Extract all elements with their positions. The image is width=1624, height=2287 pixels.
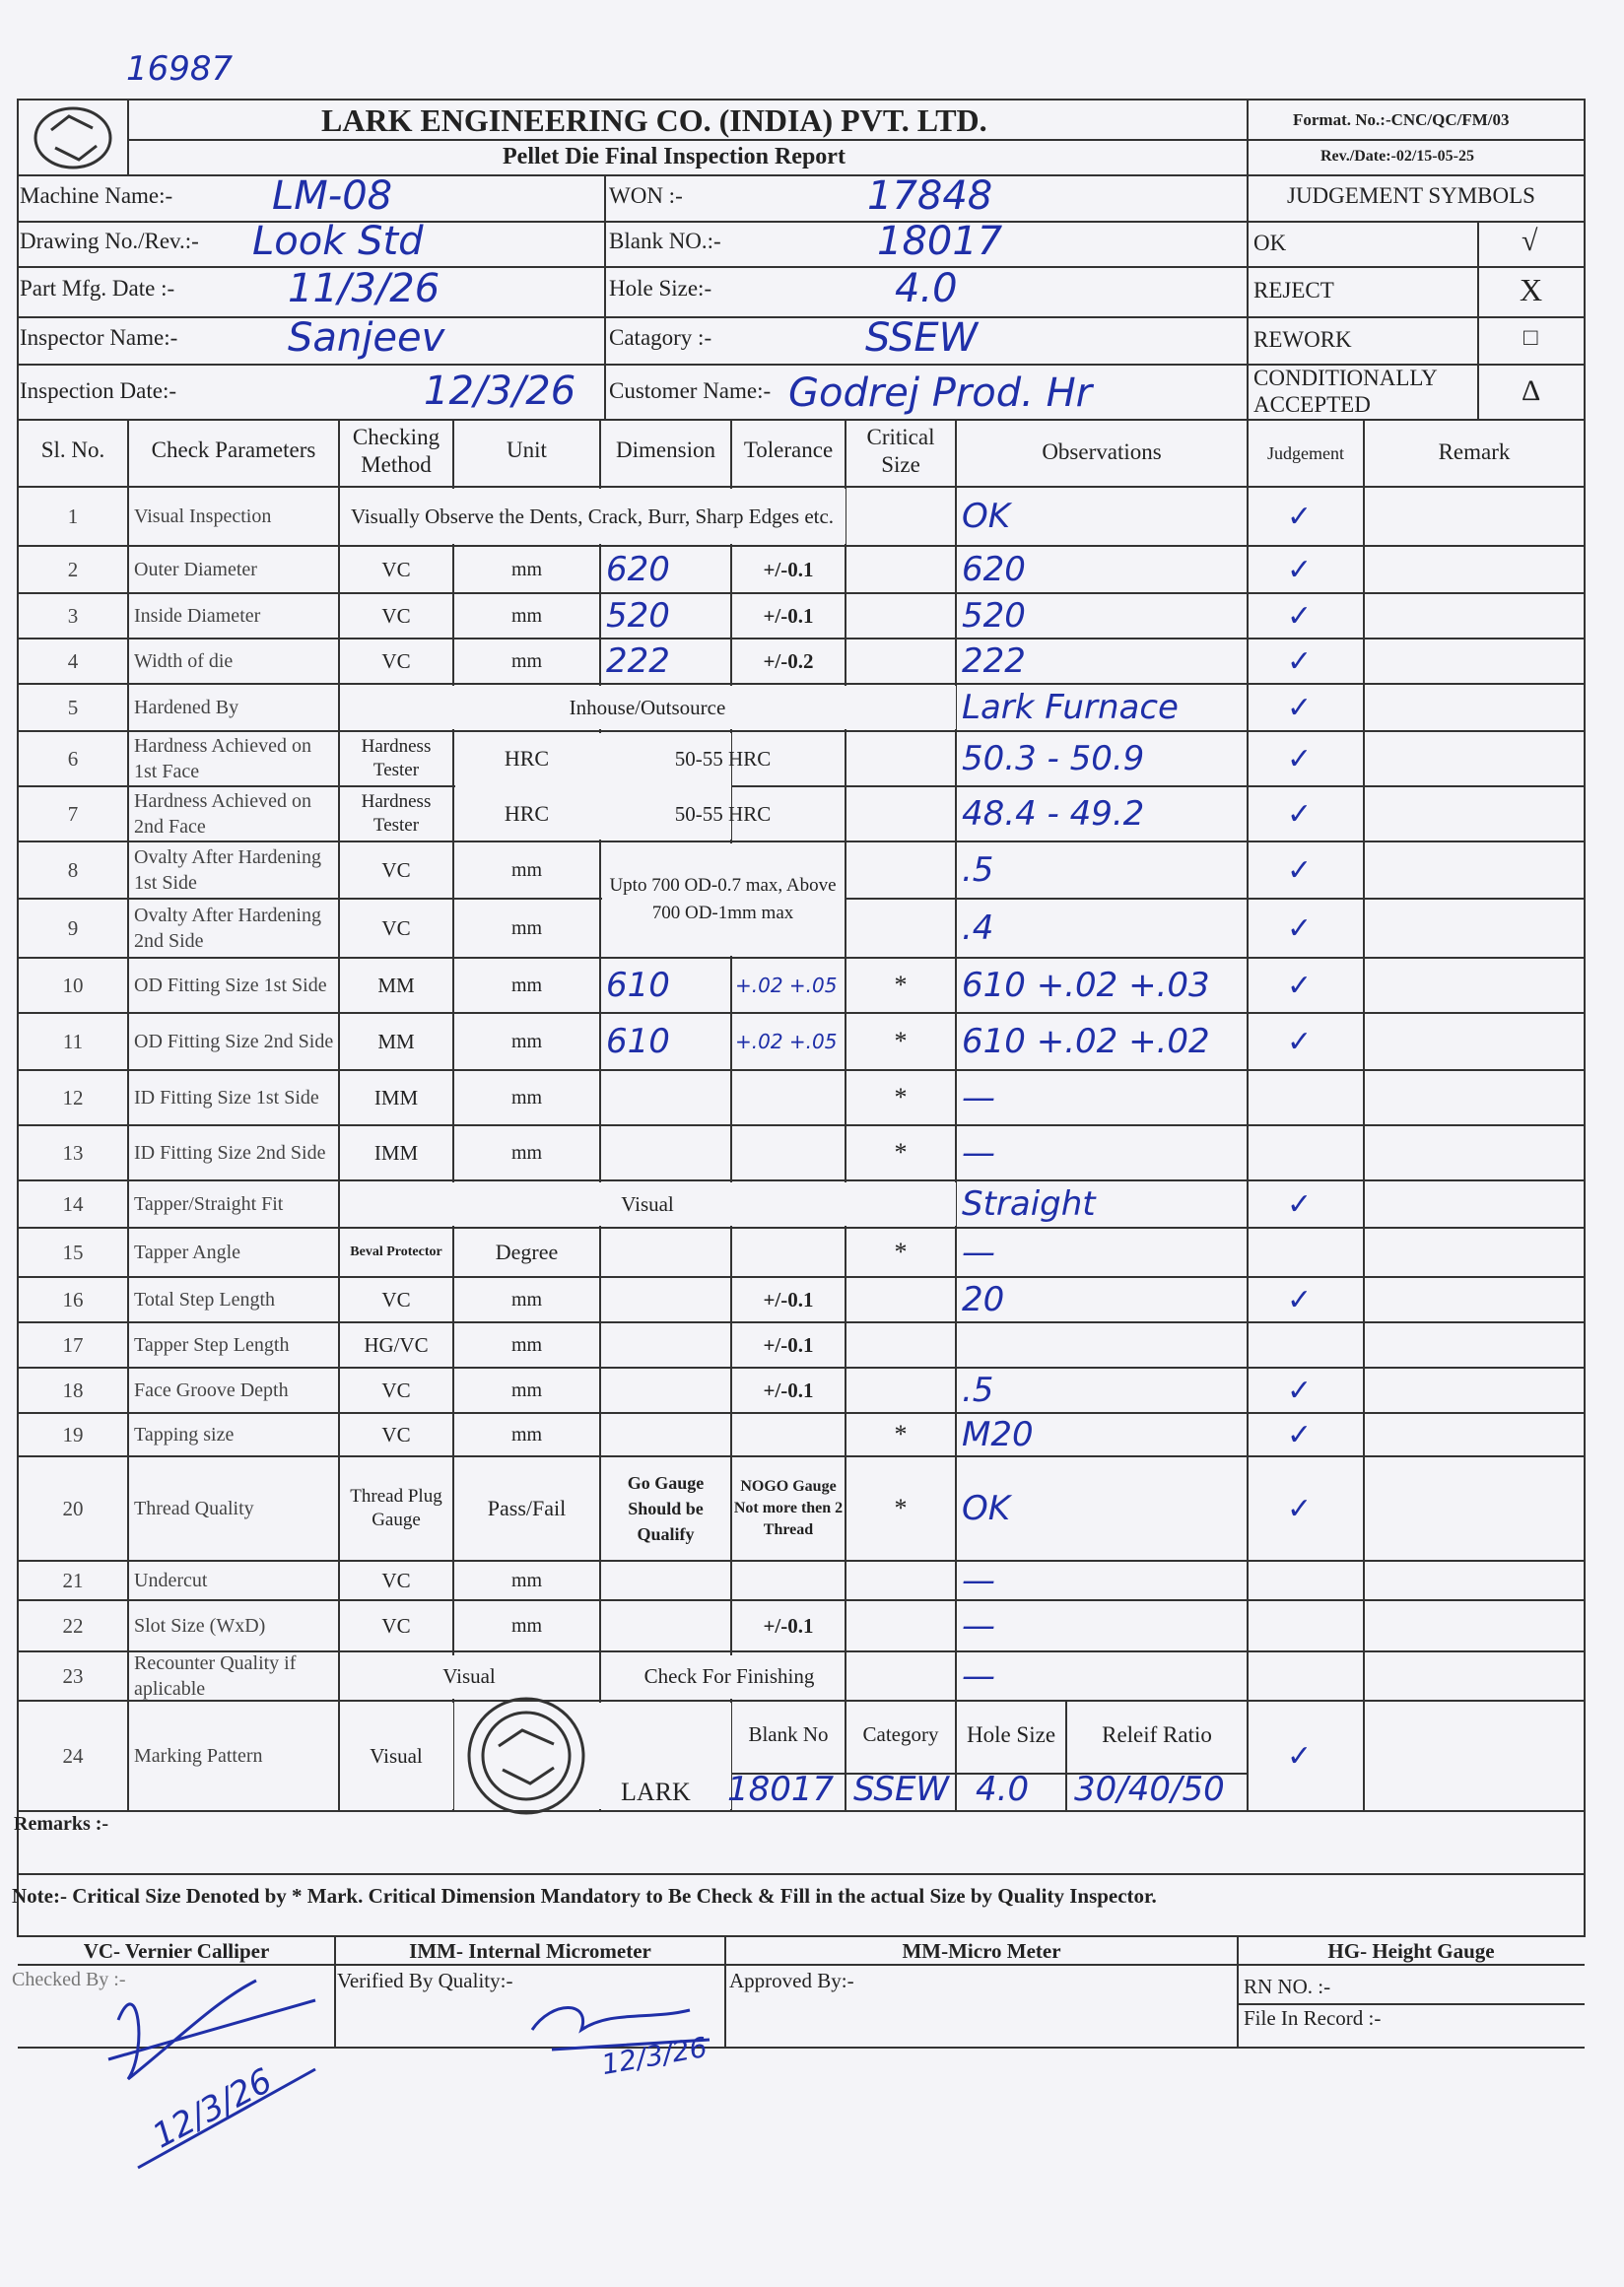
machine-label: Machine Name:- bbox=[20, 183, 173, 208]
machine-value: LM-08 bbox=[272, 173, 393, 219]
row-sl: 2 bbox=[67, 557, 79, 581]
row-observation: — bbox=[962, 1233, 995, 1272]
row-unit: mm bbox=[510, 1288, 543, 1311]
symbol-ok-label: OK bbox=[1253, 231, 1287, 255]
row-method: VC bbox=[381, 1569, 411, 1592]
verified-by-label: Verified By Quality:- bbox=[337, 1969, 513, 1992]
row-judgement: ✓ bbox=[1287, 1491, 1313, 1526]
drawing-label: Drawing No./Rev.:- bbox=[20, 229, 199, 253]
row-sl: 20 bbox=[62, 1496, 84, 1520]
row-tolerance: +/-0.1 bbox=[763, 603, 814, 628]
row-param: Ovalty After Hardening 2nd Side bbox=[134, 905, 321, 952]
row-dimension: 50-55 HRC bbox=[674, 801, 772, 826]
row-unit: mm bbox=[510, 649, 543, 672]
row-unit: mm bbox=[510, 1423, 543, 1446]
marking-category-label: Category bbox=[862, 1722, 939, 1746]
row-judgement: ✓ bbox=[1287, 690, 1313, 725]
symbol-ok: √ bbox=[1522, 225, 1538, 257]
row-dimension: Check For Finishing bbox=[643, 1663, 815, 1688]
col-method: Checking Method bbox=[352, 425, 440, 477]
row-param: Width of die bbox=[134, 650, 234, 672]
row-param: Tapper Step Length bbox=[134, 1334, 290, 1356]
col-unit: Unit bbox=[507, 437, 547, 462]
row-param: Marking Pattern bbox=[134, 1745, 263, 1767]
row-unit: mm bbox=[510, 1569, 543, 1591]
marking-blank-label: Blank No bbox=[748, 1722, 829, 1746]
verified-date: 12/3/26 bbox=[598, 2030, 710, 2082]
blank-value: 18017 bbox=[877, 219, 1003, 264]
judgement-symbols-title: JUDGEMENT SYMBOLS bbox=[1287, 183, 1535, 208]
row-sl: 13 bbox=[62, 1140, 84, 1165]
won-label: WON :- bbox=[609, 183, 683, 208]
row-method: VC bbox=[381, 1379, 411, 1402]
row-param: Tapper/Straight Fit bbox=[134, 1193, 284, 1215]
row-tolerance: NOGO Gauge Not more then 2 Thread bbox=[733, 1478, 844, 1538]
row-observation: 222 bbox=[962, 641, 1026, 681]
row-param: Total Step Length bbox=[134, 1289, 276, 1311]
row-method: VC bbox=[381, 604, 411, 628]
row-method: Thread Plug Gauge bbox=[350, 1486, 442, 1530]
row-observation: M20 bbox=[962, 1415, 1034, 1454]
drawing-value: Look Std bbox=[252, 219, 424, 264]
row-unit: HRC bbox=[504, 801, 550, 826]
col-judgement: Judgement bbox=[1267, 443, 1344, 463]
row-dimension: 610 bbox=[606, 966, 670, 1005]
row-judgement: ✓ bbox=[1287, 1186, 1313, 1222]
marking-relief-label: Releif Ratio bbox=[1102, 1722, 1212, 1747]
marking-lark: LARK bbox=[621, 1778, 691, 1806]
row-observation: .4 bbox=[962, 908, 994, 948]
col-param: Check Parameters bbox=[151, 437, 316, 462]
row-unit: mm bbox=[510, 1030, 543, 1052]
row-method: VC bbox=[381, 1614, 411, 1638]
symbol-conditional: Δ bbox=[1522, 374, 1541, 407]
row-observation: — bbox=[962, 1078, 995, 1117]
blank-label: Blank NO.:- bbox=[609, 229, 721, 253]
row-param: OD Fitting Size 2nd Side bbox=[134, 1031, 334, 1052]
row-unit: mm bbox=[510, 1379, 543, 1401]
symbol-rework-label: REWORK bbox=[1253, 327, 1352, 352]
row-sl: 19 bbox=[62, 1422, 84, 1446]
row-sl: 16 bbox=[62, 1287, 84, 1312]
inspector-label: Inspector Name:- bbox=[20, 325, 178, 350]
row-unit: mm bbox=[510, 1141, 543, 1164]
row-sl: 12 bbox=[62, 1085, 84, 1110]
row-sl: 17 bbox=[62, 1332, 84, 1357]
row-sl: 3 bbox=[67, 603, 79, 628]
doc-number: 16987 bbox=[126, 49, 234, 89]
col-tolerance: Tolerance bbox=[743, 437, 834, 462]
row-judgement: ✓ bbox=[1287, 1417, 1313, 1452]
row-unit: mm bbox=[510, 604, 543, 627]
hole-label: Hole Size:- bbox=[609, 276, 712, 301]
row-sl: 10 bbox=[62, 973, 84, 997]
row-unit: mm bbox=[510, 974, 543, 996]
row-param: OD Fitting Size 1st Side bbox=[134, 975, 327, 996]
row-method: MM bbox=[377, 974, 415, 997]
row-critical: * bbox=[894, 1138, 908, 1167]
row-param: Thread Quality bbox=[134, 1498, 254, 1519]
format-no: Format. No.:-CNC/QC/FM/03 bbox=[1293, 110, 1510, 129]
row-sl: 15 bbox=[62, 1240, 84, 1264]
row-method: Hardness Tester bbox=[361, 791, 432, 836]
row-param: Hardness Achieved on 1st Face bbox=[134, 735, 311, 782]
row-judgement: ✓ bbox=[1287, 552, 1313, 587]
row-sl: 11 bbox=[62, 1029, 84, 1053]
row-sl: 8 bbox=[67, 857, 79, 882]
row-dimension: Go Gauge Should be Qualify bbox=[627, 1473, 705, 1544]
row-judgement: ✓ bbox=[1287, 598, 1313, 634]
row-sl: 21 bbox=[62, 1568, 84, 1592]
approved-by-label: Approved By:- bbox=[729, 1969, 854, 1992]
row-tolerance: +/-0.1 bbox=[763, 1613, 814, 1638]
row-observation: Straight bbox=[962, 1184, 1096, 1224]
row-sl: 7 bbox=[67, 801, 79, 826]
row-observation: 620 bbox=[962, 550, 1026, 589]
row-method-merged: Visual bbox=[442, 1663, 496, 1688]
company-logo-top bbox=[35, 108, 110, 168]
row-sl: 5 bbox=[67, 695, 79, 719]
marking-hole-label: Hole Size bbox=[966, 1722, 1056, 1747]
symbol-reject-label: REJECT bbox=[1253, 278, 1334, 303]
row-sl: 4 bbox=[67, 648, 79, 673]
rn-no-label: RN NO. :- bbox=[1244, 1975, 1331, 1998]
row-tolerance: +.02 +.05 bbox=[735, 974, 838, 997]
row-judgement: ✓ bbox=[1287, 643, 1313, 679]
hole-value: 4.0 bbox=[895, 266, 958, 311]
row-observation: 610 +.02 +.03 bbox=[962, 966, 1210, 1005]
row-method: IMM bbox=[373, 1086, 419, 1110]
col-dimension: Dimension bbox=[616, 437, 715, 462]
row-judgement: ✓ bbox=[1287, 1738, 1313, 1774]
row-observation: 610 +.02 +.02 bbox=[962, 1022, 1210, 1061]
row-method-merged: Visually Observe the Dents, Crack, Burr, Sharp Edges etc. bbox=[350, 504, 835, 528]
row-observation: 20 bbox=[962, 1280, 1005, 1319]
report-title: Pellet Die Final Inspection Report bbox=[503, 144, 846, 169]
row-unit: Pass/Fail bbox=[487, 1496, 567, 1520]
row-method: VC bbox=[381, 558, 411, 581]
row-observation: — bbox=[962, 1133, 995, 1173]
row-observation: — bbox=[962, 1561, 995, 1600]
row-param: Visual Inspection bbox=[134, 505, 272, 527]
row-method: HG/VC bbox=[364, 1333, 429, 1357]
row-tolerance: +/-0.1 bbox=[763, 1287, 814, 1312]
row-critical: * bbox=[894, 1420, 908, 1448]
row-judgement: ✓ bbox=[1287, 1024, 1313, 1059]
row-param: Inside Diameter bbox=[134, 605, 261, 627]
row-dimension: 222 bbox=[606, 641, 670, 681]
row-method: VC bbox=[381, 1288, 411, 1312]
row-param: Hardness Achieved on 2nd Face bbox=[134, 790, 311, 838]
row-judgement: ✓ bbox=[1287, 499, 1313, 534]
critical-note: Note:- Critical Size Denoted by * Mark. Critical Dimension Mandatory to Be Check & Fill in the actual Size by Quality Inspector. bbox=[12, 1884, 1157, 1908]
inspector-value: Sanjeev bbox=[288, 315, 445, 361]
marking-relief-value: 30/40/50 bbox=[1074, 1770, 1225, 1809]
symbol-reject: X bbox=[1520, 272, 1543, 307]
customer-label: Customer Name:- bbox=[609, 378, 772, 403]
row-param: ID Fitting Size 1st Side bbox=[134, 1087, 319, 1109]
row-param: Slot Size (WxD) bbox=[134, 1615, 266, 1637]
row-unit: mm bbox=[510, 558, 543, 580]
row-sl: 14 bbox=[62, 1191, 84, 1216]
rev-date: Rev./Date:-02/15-05-25 bbox=[1320, 148, 1474, 165]
row-unit: mm bbox=[510, 1614, 543, 1637]
row-observation: 520 bbox=[962, 596, 1026, 636]
row-observation: — bbox=[962, 1656, 995, 1696]
row-method: Beval Protector bbox=[350, 1244, 442, 1259]
symbol-conditional-label: CONDITIONALLY ACCEPTED bbox=[1253, 366, 1437, 417]
row-param: Undercut bbox=[134, 1570, 208, 1591]
row-sl: 24 bbox=[62, 1743, 84, 1768]
row-tolerance: +/-0.2 bbox=[763, 648, 814, 673]
insp-date-label: Inspection Date:- bbox=[20, 378, 177, 403]
row-judgement: ✓ bbox=[1287, 741, 1313, 776]
row-method: Visual bbox=[370, 1744, 423, 1768]
row-tolerance: +/-0.1 bbox=[763, 557, 814, 581]
row-sl: 9 bbox=[67, 915, 79, 940]
legend-imm: IMM- Internal Micrometer bbox=[409, 1939, 651, 1963]
insp-date-value: 12/3/26 bbox=[424, 369, 576, 414]
row-param: Tapping size bbox=[134, 1424, 235, 1446]
row-unit: mm bbox=[510, 1333, 543, 1356]
row-method-merged: Visual bbox=[621, 1191, 674, 1216]
mfg-label: Part Mfg. Date :- bbox=[20, 276, 175, 301]
row-param: Face Groove Depth bbox=[134, 1379, 289, 1401]
row-param: ID Fitting Size 2nd Side bbox=[134, 1142, 326, 1164]
row-critical: * bbox=[894, 1238, 908, 1266]
category-label: Catagory :- bbox=[609, 325, 712, 350]
row-observation: OK bbox=[962, 1489, 1011, 1528]
col-observations: Observations bbox=[1042, 439, 1162, 464]
row-method: VC bbox=[381, 916, 411, 940]
checked-signature bbox=[108, 1981, 315, 2079]
row-tolerance: +/-0.1 bbox=[763, 1378, 814, 1402]
row-observation: 50.3 - 50.9 bbox=[962, 739, 1145, 778]
row-unit: mm bbox=[510, 916, 543, 939]
row-judgement: ✓ bbox=[1287, 968, 1313, 1003]
marking-category-value: SSEW bbox=[853, 1770, 950, 1809]
row-param: Recounter Quality if aplicable bbox=[134, 1652, 297, 1700]
mfg-value: 11/3/26 bbox=[288, 266, 440, 311]
row-observation: Lark Furnace bbox=[962, 688, 1179, 727]
row-sl: 1 bbox=[67, 504, 79, 528]
category-value: SSEW bbox=[865, 315, 979, 361]
company-name: LARK ENGINEERING CO. (INDIA) PVT. LTD. bbox=[321, 102, 987, 138]
row-method: Hardness Tester bbox=[361, 736, 432, 780]
symbol-rework: □ bbox=[1523, 325, 1538, 351]
col-critical: Critical Size bbox=[866, 425, 935, 477]
row-sl: 18 bbox=[62, 1378, 84, 1402]
remarks-label: Remarks :- bbox=[14, 1813, 109, 1835]
row-param: Tapper Angle bbox=[134, 1242, 241, 1263]
row-unit: Degree bbox=[495, 1240, 559, 1264]
row-unit: HRC bbox=[504, 746, 550, 771]
row-observation: OK bbox=[962, 497, 1011, 536]
row-param: Outer Diameter bbox=[134, 559, 257, 580]
won-value: 17848 bbox=[867, 173, 993, 219]
row-sl: 23 bbox=[62, 1663, 84, 1688]
row-judgement: ✓ bbox=[1287, 796, 1313, 832]
row-observation: 48.4 - 49.2 bbox=[962, 794, 1145, 834]
row-param: Hardened By bbox=[134, 697, 239, 718]
row-critical: * bbox=[894, 971, 908, 999]
row-sl: 6 bbox=[67, 746, 79, 771]
row-observation: .5 bbox=[962, 1371, 994, 1410]
customer-value: Godrej Prod. Hr bbox=[788, 370, 1093, 416]
row-sl: 22 bbox=[62, 1613, 84, 1638]
checked-by-label: Checked By :- bbox=[12, 1969, 126, 1990]
row-critical: * bbox=[894, 1494, 908, 1522]
row-dimension: Upto 700 OD-0.7 max, Above 700 OD-1mm max bbox=[609, 875, 837, 923]
row-param: Ovalty After Hardening 1st Side bbox=[134, 846, 321, 894]
file-in-record-label: File In Record :- bbox=[1244, 2006, 1382, 2030]
legend-vc: VC- Vernier Calliper bbox=[83, 1939, 270, 1963]
legend-mm: MM-Micro Meter bbox=[902, 1939, 1061, 1963]
row-judgement: ✓ bbox=[1287, 1282, 1313, 1317]
row-judgement: ✓ bbox=[1287, 852, 1313, 888]
row-judgement: ✓ bbox=[1287, 1373, 1313, 1408]
row-judgement: ✓ bbox=[1287, 910, 1313, 946]
row-dimension: 50-55 HRC bbox=[674, 746, 772, 771]
col-remark: Remark bbox=[1438, 439, 1511, 464]
row-unit: mm bbox=[510, 858, 543, 881]
row-method: IMM bbox=[373, 1141, 419, 1165]
row-dimension: 610 bbox=[606, 1022, 670, 1061]
col-sl: Sl. No. bbox=[40, 437, 105, 462]
row-unit: mm bbox=[510, 1086, 543, 1109]
row-tolerance: +.02 +.05 bbox=[735, 1030, 838, 1053]
legend-hg: HG- Height Gauge bbox=[1327, 1939, 1495, 1963]
row-method: MM bbox=[377, 1030, 415, 1053]
row-method: VC bbox=[381, 1423, 411, 1446]
row-dimension: 620 bbox=[606, 550, 670, 589]
row-method: VC bbox=[381, 649, 411, 673]
row-method-merged: Inhouse/Outsource bbox=[569, 695, 726, 719]
row-critical: * bbox=[894, 1083, 908, 1111]
marking-blank-value: 18017 bbox=[727, 1770, 835, 1809]
row-method: VC bbox=[381, 858, 411, 882]
row-observation: — bbox=[962, 1606, 995, 1646]
row-tolerance: +/-0.1 bbox=[763, 1332, 814, 1357]
row-critical: * bbox=[894, 1027, 908, 1055]
marking-hole-value: 4.0 bbox=[976, 1770, 1030, 1809]
row-observation: .5 bbox=[962, 850, 994, 890]
row-dimension: 520 bbox=[606, 596, 670, 636]
checked-date: 12/3/26 bbox=[146, 2060, 279, 2157]
